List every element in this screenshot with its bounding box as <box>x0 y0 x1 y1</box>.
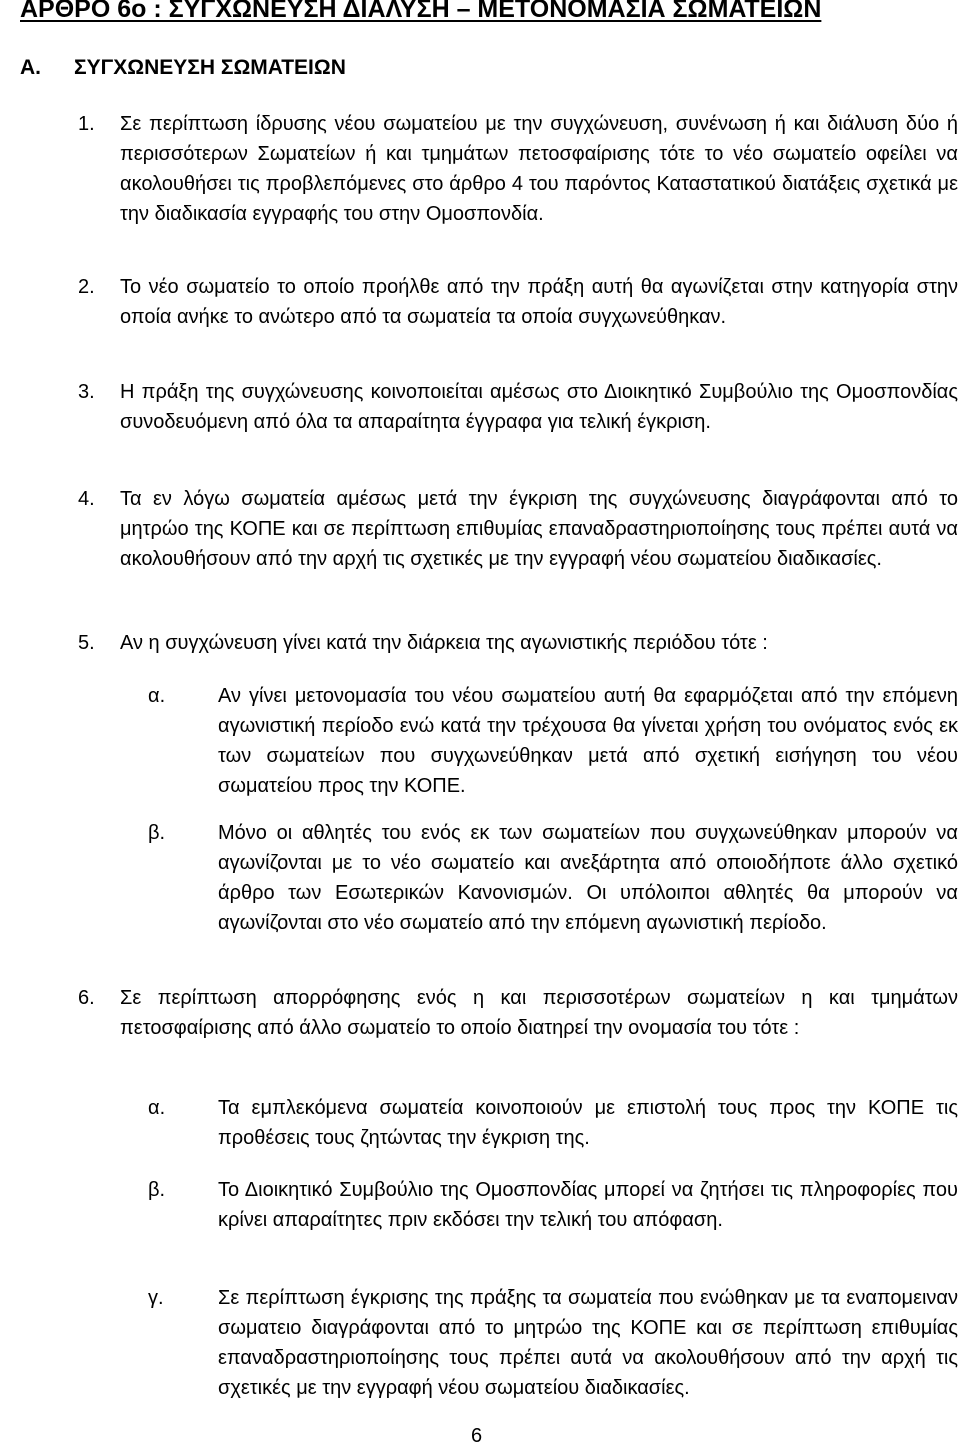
subitem-text: Μόνο οι αθλητές του ενός εκ των σωματείων που συγχωνεύθηκαν μπορούν να αγωνίζονται με το νέο σωματείο και ανεξάρτητα από οποιοδήποτε άλλο σχετικό άρθρο των Εσωτερικών Κανονισμών. Οι υπόλοιποι αθλητές θα μπορούν να αγωνίζονται στο νέο σωματείο από την επόμενη αγωνιστική περίοδο. <box>218 822 958 934</box>
subitem-label: β. <box>148 822 166 844</box>
item-text: Σε περίπτωση ίδρυσης νέου σωματείου με την συγχώνευση, συνένωση ή και διάλυση δύο ή περισσότερων Σωματείων ή και τμημάτων πετοσφαίρισης τότε το νέο σωματείο οφείλει να ακολουθήσει τις προβλεπόμενες στο άρθρο 4 του παρόντος Καταστατικού διατάξεις σχετικά με την διαδικασία εγγραφής του στην Ομοσπονδία. <box>120 113 958 225</box>
item-text: Αν η συγχώνευση γίνει κατά την διάρκεια της αγωνιστικής περιόδου τότε : <box>120 632 768 654</box>
item-number: 4. <box>78 488 95 510</box>
subitem-label: γ. <box>148 1287 164 1309</box>
sub-list-item <box>148 1175 958 1265</box>
subitem-text: Αν γίνει μετονομασία του νέου σωματείου αυτή θα εφαρμόζεται από την επόμενη αγωνιστική περίοδο ενώ κατά την τρέχουσα θα γίνεται χρήση του ονόματος ενός εκ των σωματείων που συγχωνεύθηκαν μετά από σχετική εισήγηση του νέου σωματείου προς την ΚΟΠΕ. <box>218 685 958 797</box>
subitem-label: α. <box>148 1097 166 1119</box>
list-item <box>78 484 958 604</box>
list-item <box>78 983 958 1073</box>
article-title: ΑΡΘΡΟ 6ο : ΣΥΓΧΩΝΕΥΣΗ ΔΙΑΛΥΣΗ – ΜΕΤΟΝΟΜΑΣΙΑ ΣΩΜΑΤΕΙΩΝ <box>20 0 822 23</box>
subitem-text: Σε περίπτωση έγκρισης της πράξης τα σωματεία που ενώθηκαν με τα εναπομειναν σωματειο διαγράφονται από το μητρώο της ΚΟΠΕ και σε περίπτωση επιθυμίας επαναδραστηριοποίησης τους πρέπει αυτά να ακολουθήσουν από την αρχή τις σχετικές με την εγγραφή νέου σωματείου διαδικασίες. <box>218 1287 958 1399</box>
sub-list-item <box>148 1283 958 1433</box>
list-item <box>78 628 958 658</box>
item-text: Το νέο σωματείο το οποίο προήλθε από την πράξη αυτή θα αγωνίζεται στην κατηγορία στην οποία ανήκε το ανώτερο από τα σωματεία τα οποία συγχωνεύθηκαν. <box>120 276 958 328</box>
section-title: ΣΥΓΧΩΝΕΥΣΗ ΣΩΜΑΤΕΙΩΝ <box>74 56 346 79</box>
list-item <box>78 109 958 259</box>
section-heading <box>20 55 346 81</box>
item-number: 3. <box>78 381 95 403</box>
item-number: 6. <box>78 987 95 1009</box>
page-number: 6 <box>471 1425 483 1447</box>
sub-list-item <box>148 818 958 968</box>
item-number: 2. <box>78 276 95 298</box>
sub-list-item <box>148 681 958 801</box>
subitem-text: Τα εμπλεκόμενα σωματεία κοινοποιούν με επιστολή τους προς την ΚΟΠΕ τις προθέσεις τους ζητώντας την έγκριση της. <box>218 1097 958 1149</box>
item-text: Σε περίπτωση απορρόφησης ενός η και περισσοτέρων σωματείων η και τμημάτων πετοσφαίρισης από άλλο σωματείο το οποίο διατηρεί την ονομασία του τότε : <box>120 987 958 1039</box>
subitem-text: Το Διοικητικό Συμβούλιο της Ομοσπονδίας μπορεί να ζητήσει τις πληροφορίες που κρίνει απαραίτητες πριν εκδόσει την τελική του απόφαση. <box>218 1179 958 1231</box>
list-item <box>78 272 958 362</box>
item-number: 5. <box>78 632 95 654</box>
sub-list-item <box>148 1093 958 1153</box>
item-text: Η πράξη της συγχώνευσης κοινοποιείται αμέσως στο Διοικητικό Συμβούλιο της Ομοσπονδίας συνοδευόμενη από όλα τα απαραίτητα έγγραφα για τελική έγκριση. <box>120 381 958 433</box>
item-number: 1. <box>78 113 95 135</box>
item-text: Τα εν λόγω σωματεία αμέσως μετά την έγκριση της συγχώνευσης διαγράφονται από το μητρώο της ΚΟΠΕ και σε περίπτωση επιθυμίας επαναδραστηριοποίησης τους πρέπει αυτά να ακολουθήσουν από την αρχή τις σχετικές με την εγγραφή νέου σωματείου διαδικασίες. <box>120 488 958 570</box>
subitem-label: α. <box>148 685 166 707</box>
list-item <box>78 377 958 467</box>
section-label: Α. <box>20 56 41 79</box>
subitem-label: β. <box>148 1179 166 1201</box>
